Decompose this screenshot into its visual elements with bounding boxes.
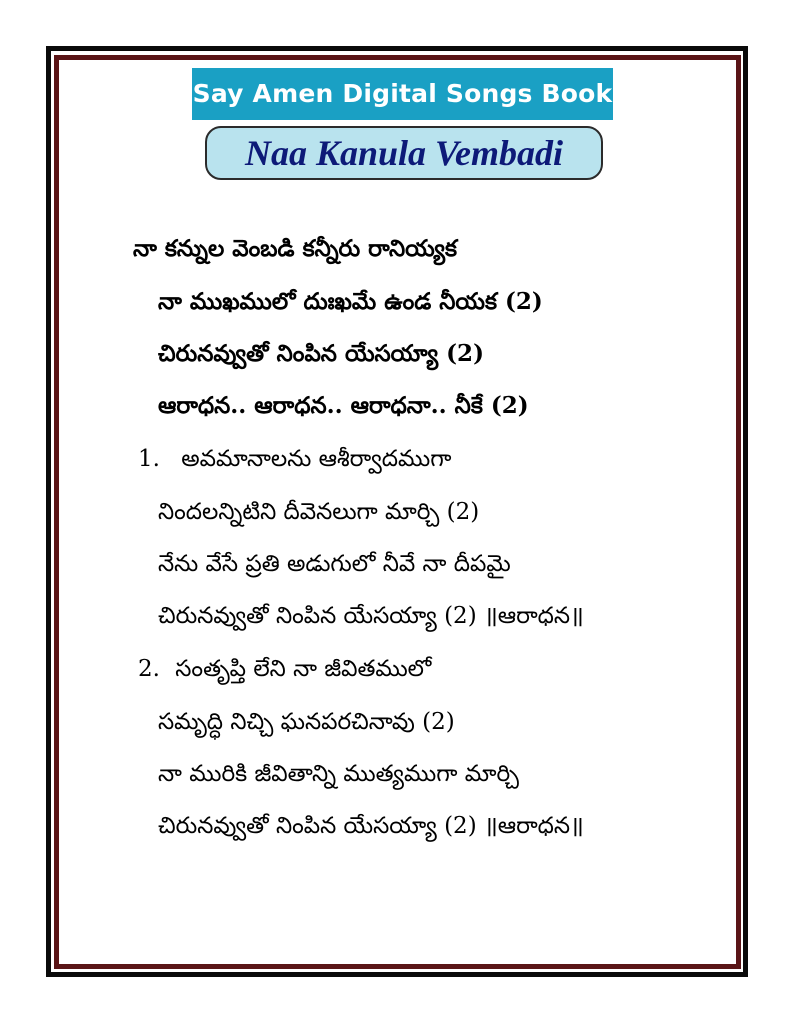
verse-1-first-line bbox=[138, 444, 451, 474]
chorus-line: నా ముఖములో దుఃఖమే ఉండ నీయక (2) bbox=[158, 288, 543, 315]
chorus-line: నా కన్నుల వెంబడి కన్నీరు రానియ్యక bbox=[133, 235, 458, 262]
verse-line: చిరునవ్వుతో నింపిన యేసయ్యా (2) ॥ఆరాధన॥ bbox=[158, 813, 584, 839]
verse-line: చిరునవ్వుతో నింపిన యేసయ్యా (2) ॥ఆరాధన॥ bbox=[158, 603, 584, 629]
songbook-banner: Say Amen Digital Songs Book bbox=[192, 68, 613, 120]
chorus-line: చిరునవ్వుతో నింపిన యేసయ్యా (2) bbox=[158, 340, 484, 367]
verse-line: సంతృప్తి లేని నా జీవితములో bbox=[175, 656, 432, 682]
verse-number: 2. bbox=[138, 656, 160, 682]
verse-line: అవమానాలను ఆశీర్వాదముగా bbox=[181, 446, 452, 472]
chorus-line: ఆరాధన.. ఆరాధన.. ఆరాధనా.. నీకే (2) bbox=[158, 392, 529, 419]
verse-line: నేను వేసే ప్రతి అడుగులో నీవే నా దీపమై bbox=[158, 551, 511, 577]
verse-line: సమృద్ధి నిచ్చి ఘనపరచినావు (2) bbox=[158, 709, 455, 735]
verse-line: నిందలన్నిటిని దీవెనలుగా మార్చి (2) bbox=[158, 499, 480, 525]
verse-number: 1. bbox=[138, 446, 160, 472]
verse-2-first-line bbox=[138, 654, 431, 684]
song-title: Naa Kanula Vembadi bbox=[205, 126, 603, 180]
verse-line: నా మురికి జీవితాన్ని ముత్యముగా మార్చి bbox=[158, 761, 519, 787]
